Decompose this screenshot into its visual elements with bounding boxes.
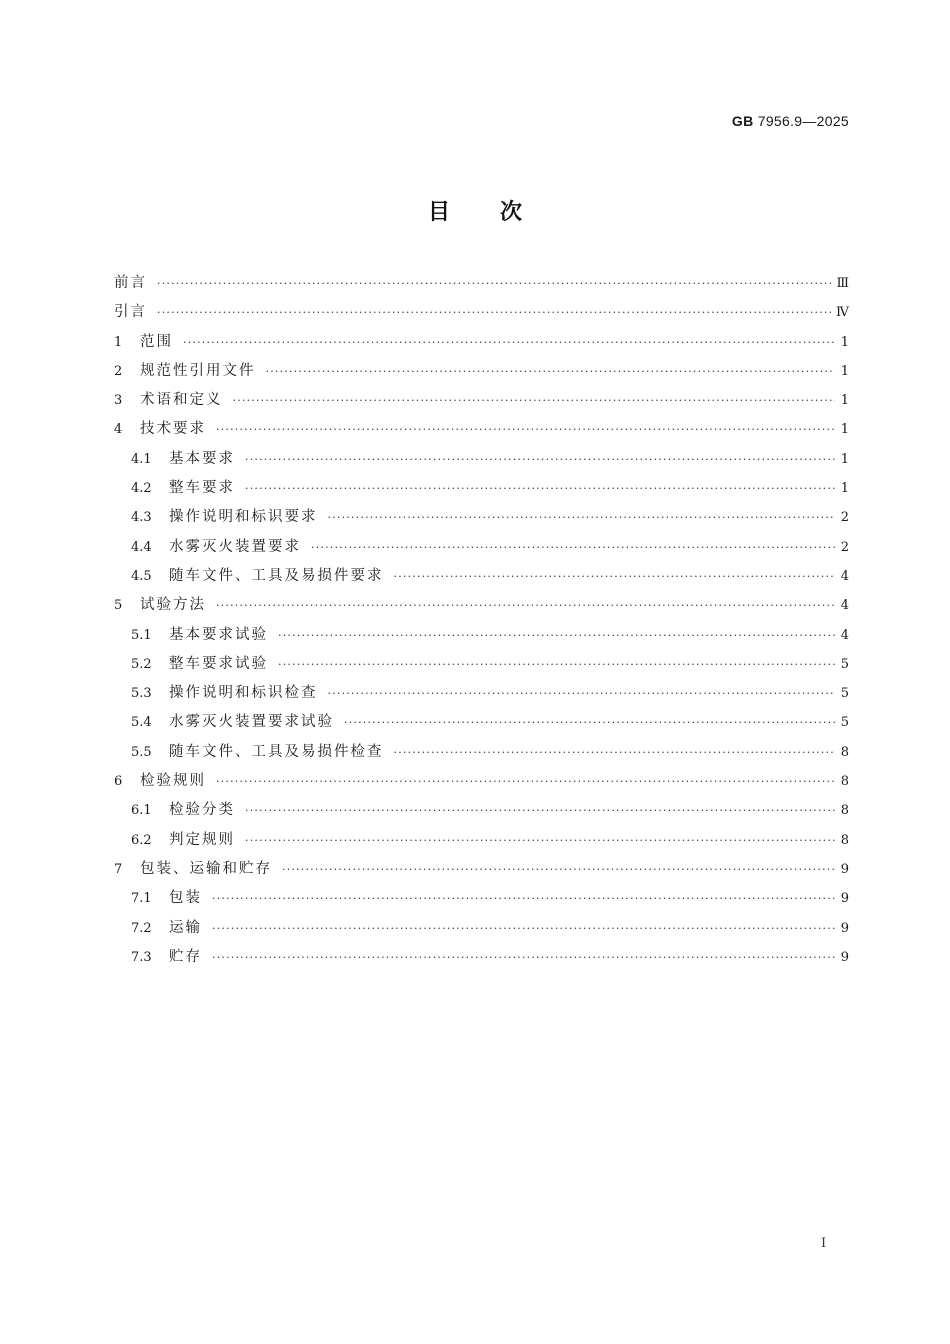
- toc-dot-leader: [216, 591, 835, 620]
- toc-entry-label: 规范性引用文件: [140, 362, 256, 379]
- standard-code: [732, 113, 849, 129]
- toc-dot-leader: [183, 328, 835, 357]
- toc-dot-leader: [282, 855, 835, 884]
- toc-entry-label: 技术要求: [140, 421, 206, 438]
- toc-entry-number: 6.1: [131, 803, 152, 819]
- toc-entry-number: 3: [114, 393, 123, 409]
- toc-dot-leader: [157, 269, 832, 298]
- toc-entry-number: 5: [114, 598, 123, 614]
- toc-entry[interactable]: [114, 943, 849, 972]
- toc-entry-label: 试验方法: [140, 597, 206, 614]
- toc-entry-label: 包装: [169, 890, 202, 907]
- toc-entry-page: 5: [840, 715, 849, 731]
- toc-entry-number: 6.2: [131, 832, 152, 848]
- toc-entry[interactable]: [114, 650, 849, 679]
- toc-entry-label: 前言: [114, 275, 147, 291]
- toc-entry-label: 引言: [114, 304, 147, 321]
- toc-entry-page: 1: [840, 363, 849, 379]
- toc-entry[interactable]: [114, 562, 849, 591]
- standard-prefix: GB: [731, 113, 754, 129]
- toc-title: 目次: [427, 200, 572, 225]
- toc-entry-label: 操作说明和标识检查: [169, 685, 318, 702]
- toc-dot-leader: [212, 914, 835, 943]
- toc-entry-label: 随车文件、工具及易损件要求: [169, 567, 384, 584]
- toc-entry[interactable]: [114, 357, 849, 386]
- toc-entry[interactable]: [114, 445, 849, 474]
- toc-entry[interactable]: [114, 621, 849, 650]
- toc-entry-label: 包装、运输和贮存: [140, 860, 272, 877]
- toc-entry[interactable]: [114, 914, 849, 943]
- toc-entry[interactable]: [114, 826, 849, 855]
- toc-dot-leader: [394, 738, 836, 767]
- toc-dot-leader: [266, 357, 836, 386]
- toc-entry-label: 基本要求: [169, 450, 235, 467]
- toc-entry-number: 4.4: [131, 539, 152, 555]
- toc-entry-label: 检验规则: [140, 773, 206, 790]
- toc-entry-page: 8: [840, 803, 849, 819]
- toc-entry-page: 1: [840, 334, 849, 350]
- toc-entry-label: 水雾灭火装置要求: [169, 538, 301, 555]
- toc-entry-label: 判定规则: [169, 831, 235, 848]
- toc-entry-number: 5.4: [131, 715, 152, 731]
- toc-entry-number: 7.2: [131, 920, 152, 936]
- toc-entry-page: 8: [840, 832, 849, 848]
- toc-dot-leader: [245, 796, 835, 825]
- toc-entry-number: 4.3: [131, 510, 152, 526]
- toc-dot-leader: [394, 562, 836, 591]
- toc-entry-label: 基本要求试验: [169, 626, 268, 643]
- toc-dot-leader: [245, 445, 835, 474]
- toc-entry-page: Ⅲ: [836, 276, 849, 291]
- toc-list: [114, 269, 849, 972]
- toc-entry-page: 8: [840, 744, 849, 760]
- toc-dot-leader: [278, 621, 835, 650]
- toc-entry-page: 4: [840, 598, 849, 614]
- toc-dot-leader: [328, 679, 836, 708]
- toc-dot-leader: [311, 533, 835, 562]
- toc-entry[interactable]: [114, 591, 849, 620]
- toc-entry-label: 范围: [140, 333, 173, 350]
- toc-entry-page: 1: [840, 393, 849, 409]
- toc-entry-number: 4.2: [131, 481, 152, 497]
- toc-entry[interactable]: [114, 884, 849, 913]
- toc-entry[interactable]: [114, 738, 849, 767]
- toc-entry[interactable]: [114, 298, 849, 327]
- toc-entry-number: 7.3: [131, 949, 152, 965]
- toc-entry[interactable]: [114, 269, 849, 298]
- toc-entry-number: 5.1: [131, 627, 152, 643]
- toc-dot-leader: [216, 767, 835, 796]
- toc-dot-leader: [212, 943, 835, 972]
- toc-entry-label: 水雾灭火装置要求试验: [169, 714, 334, 731]
- toc-entry-page: 2: [840, 539, 849, 555]
- toc-entry-label: 术语和定义: [140, 392, 223, 409]
- toc-entry-page: Ⅳ: [836, 305, 849, 321]
- toc-entry-label: 运输: [169, 919, 202, 936]
- page-folio: I: [821, 1236, 827, 1251]
- toc-entry-page: 9: [840, 861, 849, 877]
- toc-dot-leader: [344, 708, 835, 737]
- toc-entry-page: 1: [840, 422, 849, 438]
- toc-entry[interactable]: [114, 533, 849, 562]
- toc-entry-label: 贮存: [169, 948, 202, 965]
- toc-dot-leader: [278, 650, 835, 679]
- toc-entry-number: 4.5: [131, 568, 152, 584]
- toc-entry-page: 9: [840, 891, 849, 907]
- toc-entry-page: 9: [840, 920, 849, 936]
- toc-entry-page: 4: [840, 568, 849, 584]
- toc-entry-page: 1: [840, 481, 849, 497]
- toc-entry-label: 整车要求试验: [169, 655, 268, 672]
- toc-entry-number: 1: [114, 334, 123, 350]
- toc-entry[interactable]: [114, 708, 849, 737]
- toc-entry[interactable]: [114, 796, 849, 825]
- toc-entry[interactable]: [114, 679, 849, 708]
- toc-entry-page: 5: [840, 686, 849, 702]
- toc-entry[interactable]: [114, 474, 849, 503]
- toc-entry[interactable]: [114, 855, 849, 884]
- toc-entry-number: 5.3: [131, 686, 152, 702]
- toc-dot-leader: [233, 386, 836, 415]
- toc-entry[interactable]: [114, 415, 849, 444]
- toc-dot-leader: [328, 503, 836, 532]
- toc-entry-page: 4: [840, 627, 849, 643]
- toc-dot-leader: [245, 826, 835, 855]
- toc-entry-page: 9: [840, 949, 849, 965]
- toc-entry-number: 6: [114, 774, 123, 790]
- toc-entry-number: 2: [114, 363, 123, 379]
- toc-entry-page: 8: [840, 774, 849, 790]
- toc-entry[interactable]: [114, 328, 849, 357]
- toc-entry-number: 5.5: [131, 744, 152, 760]
- toc-entry-label: 操作说明和标识要求: [169, 509, 318, 526]
- toc-entry-number: 4: [114, 422, 123, 438]
- standard-number: 7956.9—2025: [757, 113, 849, 129]
- toc-entry[interactable]: [114, 386, 849, 415]
- toc-entry-number: 5.2: [131, 656, 152, 672]
- toc-entry-page: 2: [840, 510, 849, 526]
- toc-entry[interactable]: [114, 767, 849, 796]
- toc-entry-label: 整车要求: [169, 480, 235, 497]
- toc-entry-number: 4.1: [131, 451, 152, 467]
- toc-entry-label: 随车文件、工具及易损件检查: [169, 743, 384, 760]
- toc-entry[interactable]: [114, 503, 849, 532]
- toc-dot-leader: [212, 884, 835, 913]
- toc-entry-page: 1: [840, 451, 849, 467]
- toc-entry-number: 7.1: [131, 891, 152, 907]
- toc-entry-number: 7: [114, 861, 123, 877]
- toc-dot-leader: [245, 474, 835, 503]
- toc-entry-label: 检验分类: [169, 802, 235, 819]
- toc-entry-page: 5: [840, 656, 849, 672]
- toc-dot-leader: [157, 298, 832, 327]
- toc-dot-leader: [216, 415, 835, 444]
